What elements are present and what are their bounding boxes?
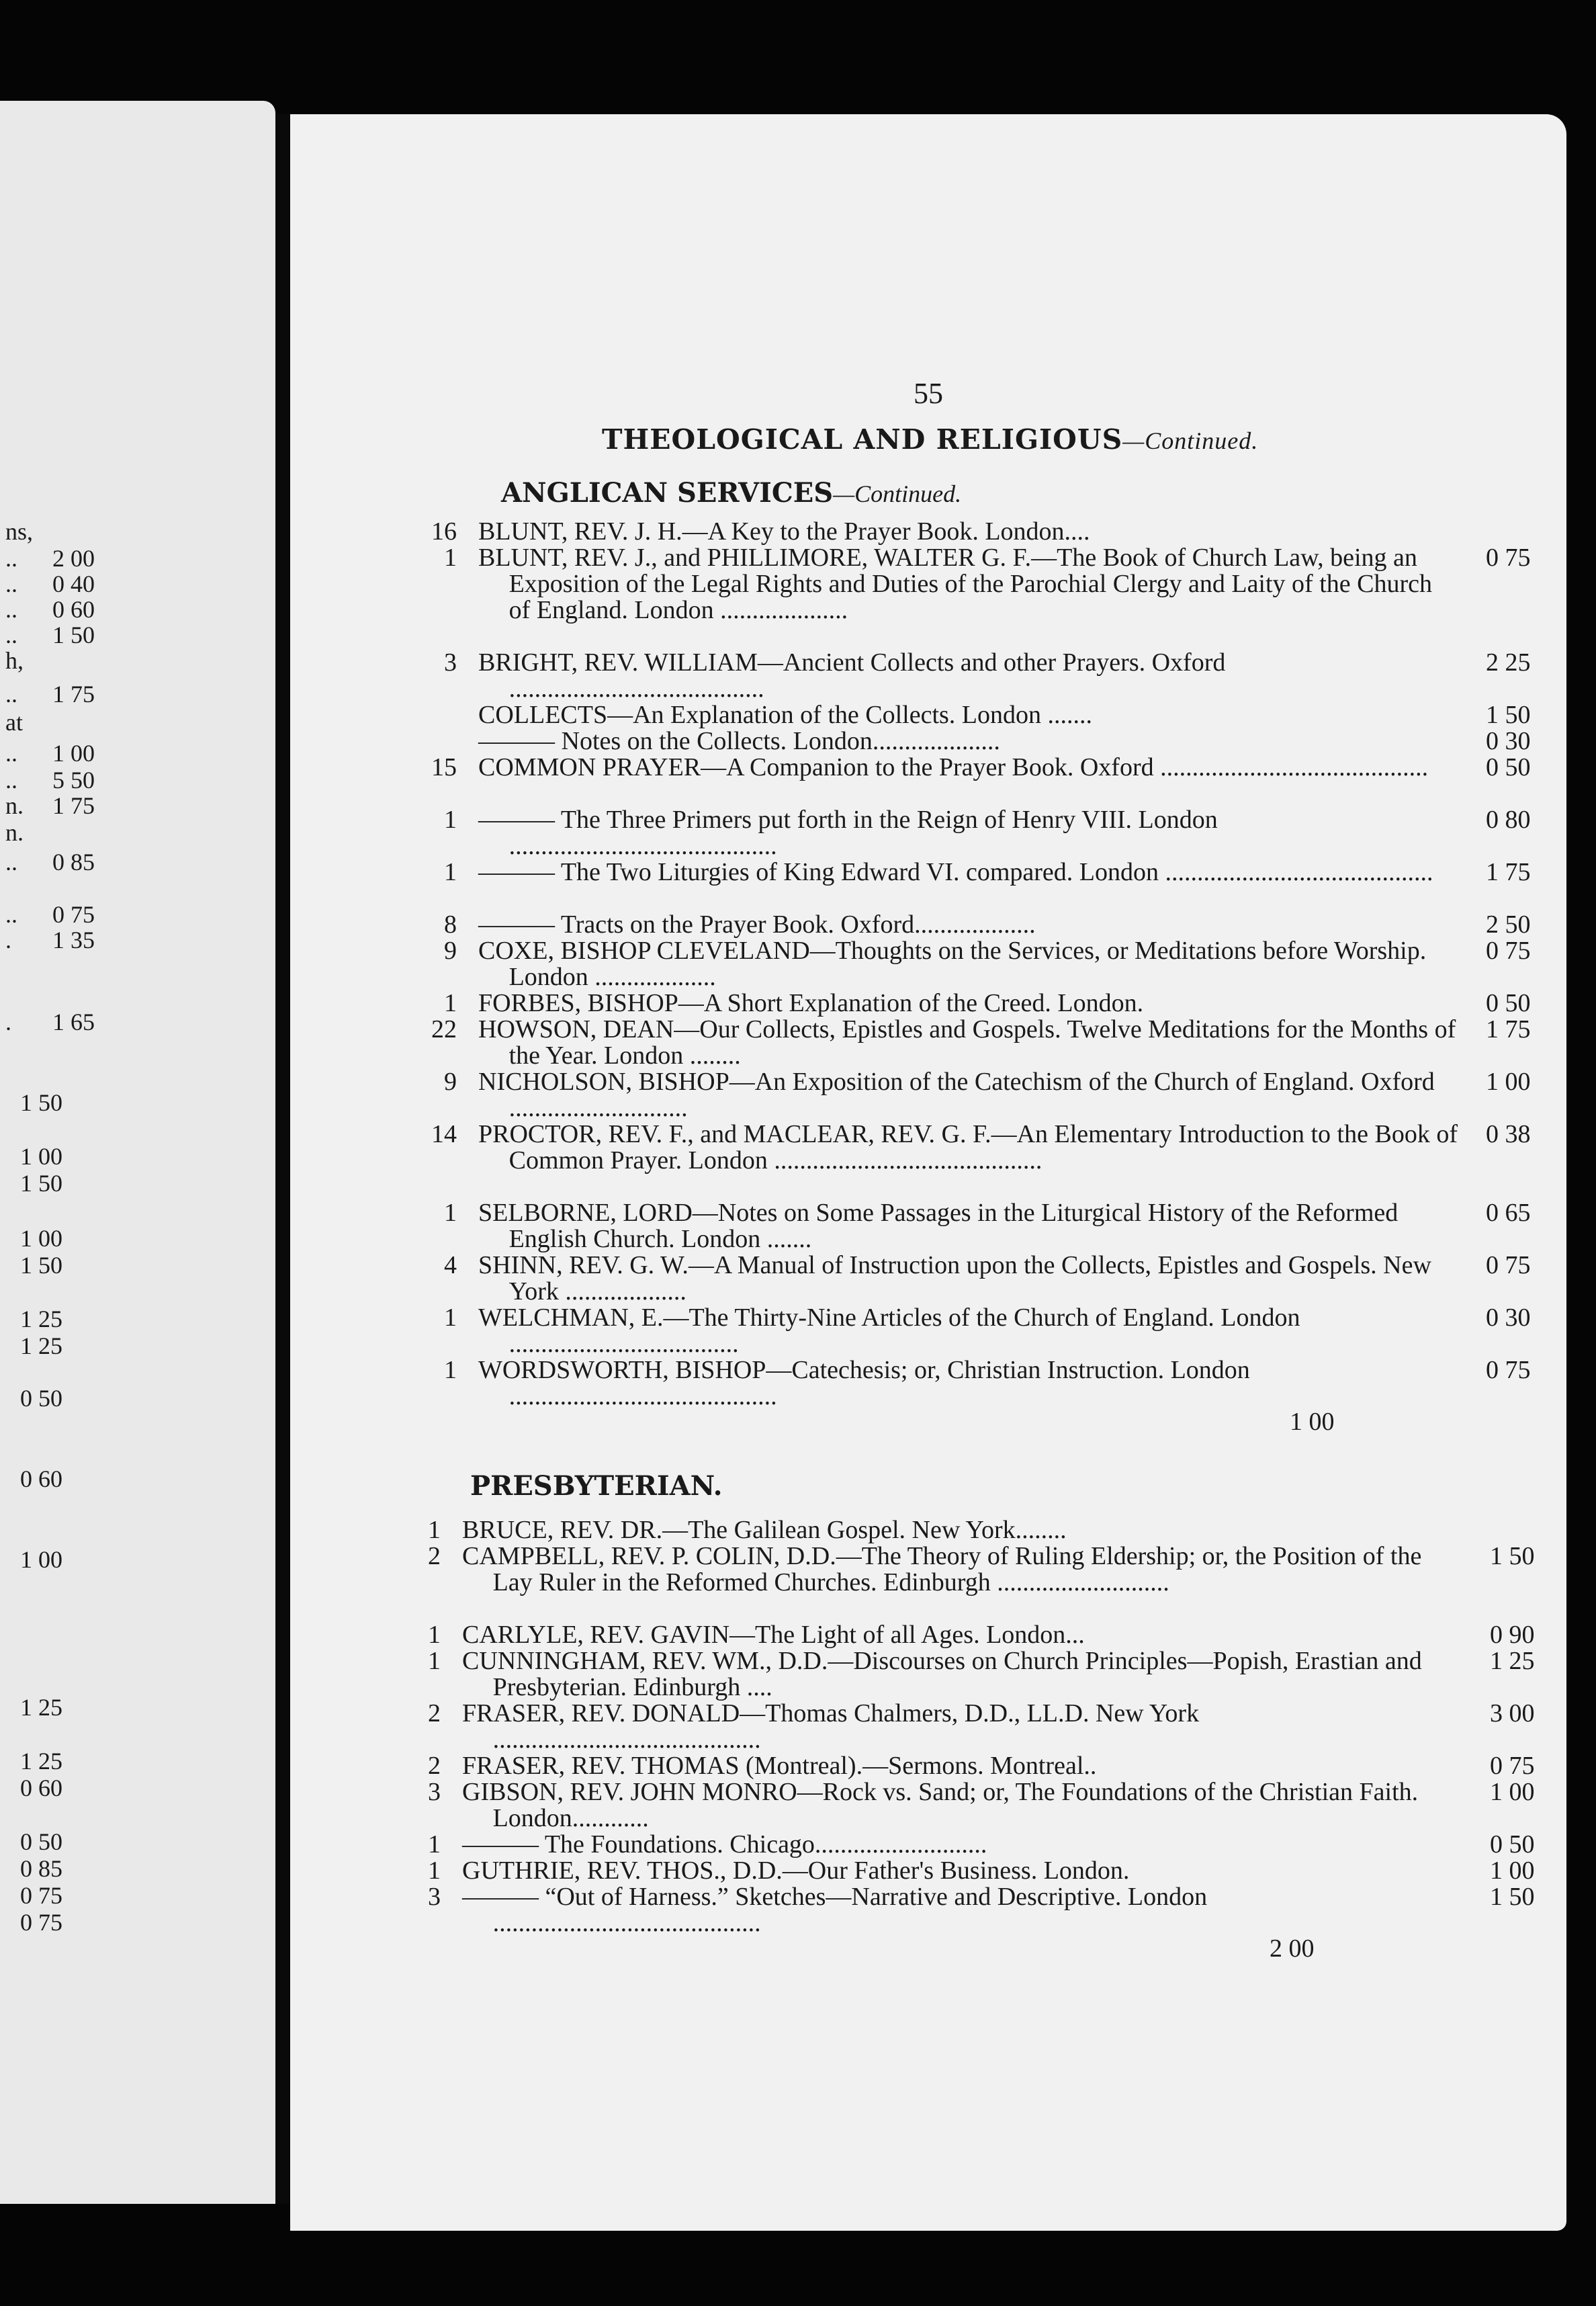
entry-quantity: 14 [431, 1120, 457, 1148]
entry-price: 1 50 [1490, 1542, 1535, 1570]
left-page-price: 1 00 [20, 1546, 62, 1573]
catalog-entry [428, 1778, 1535, 1832]
left-page-fragment: n. [5, 819, 24, 846]
left-page-price: 1 50 [52, 622, 95, 648]
entry-price: 0 90 [1490, 1621, 1535, 1649]
entry-description: WELCHMAN, E.—The Thirty-Nine Articles of the Church of England. London .................................... [478, 1304, 1300, 1358]
entry-quantity: 3 [428, 1883, 441, 1911]
catalog-entry [444, 806, 1531, 860]
left-page-price: 0 60 [20, 1465, 62, 1492]
left-page-fragment: n. [5, 792, 24, 819]
entry-quantity: 1 [444, 989, 457, 1017]
entry-quantity: 3 [428, 1778, 441, 1806]
entry-price: 0 38 [1486, 1120, 1531, 1148]
entry-price: 0 75 [1486, 1356, 1531, 1384]
entry-description: FRASER, REV. DONALD—Thomas Chalmers, D.D., LL.D. New York .......................................... [462, 1699, 1200, 1754]
entry-quantity: 16 [431, 517, 457, 546]
entry-quantity: 1 [428, 1647, 441, 1675]
left-page-price: 1 25 [20, 1332, 62, 1359]
left-page-price: 1 00 [52, 740, 95, 767]
catalog-entry [431, 1015, 1531, 1070]
entry-quantity: 9 [444, 1068, 457, 1096]
left-page-price: 1 00 [20, 1143, 62, 1170]
entry-description: FORBES, BISHOP—A Short Explanation of the Creed. London. [478, 989, 1144, 1017]
entry-price: 0 75 [1486, 544, 1531, 572]
entry-description: BLUNT, REV. J., and PHILLIMORE, WALTER G. F.—The Book of Church Law, being an Exposition of the Legal Rights and Duties of the Parochial Clergy and Laity of the Church of England. London .................... [478, 544, 1432, 624]
left-facing-page [0, 101, 275, 2204]
entry-description: COXE, BISHOP CLEVELAND—Thoughts on the Services, or Meditations before Worship. London ................... [478, 937, 1427, 991]
left-page-fragment: .. [5, 570, 17, 597]
entry-quantity: 2 [428, 1699, 441, 1727]
left-page-price: 0 75 [52, 901, 95, 928]
entry-description: BRUCE, REV. DR.—The Galilean Gospel. New York........ [462, 1516, 1067, 1544]
left-page-price: 1 75 [52, 792, 95, 819]
entry-price: 0 30 [1486, 1304, 1531, 1332]
left-page-price: 0 75 [20, 1909, 62, 1936]
entry-description: CUNNINGHAM, REV. WM., D.D.—Discourses on Church Principles—Popish, Erastian and Presbyterian. Edinburgh .... [462, 1647, 1422, 1701]
left-page-price: 2 00 [52, 545, 95, 572]
catalog-entry [431, 517, 1459, 546]
entry-price: 1 50 [1486, 701, 1531, 729]
entry-description: SELBORNE, LORD—Notes on Some Passages in the Liturgical History of the Reformed English Church. London ....... [478, 1199, 1399, 1253]
left-page-price: 1 75 [52, 681, 95, 708]
left-page-fragment: h, [5, 647, 24, 674]
left-page-price: 0 85 [52, 849, 95, 876]
entry-quantity: 1 [428, 1830, 441, 1859]
entry-price: 0 30 [1486, 727, 1531, 755]
entry-description: SHINN, REV. G. W.—A Manual of Instruction upon the Collects, Epistles and Gospels. New York ................... [478, 1251, 1431, 1306]
left-page-price: 1 35 [52, 927, 95, 953]
entry-description: COMMON PRAYER—A Companion to the Prayer Book. Oxford .......................................... [478, 753, 1429, 781]
entry-price: 1 00 [1486, 1068, 1531, 1096]
catalog-entry [444, 1304, 1531, 1358]
catalog-entry [428, 1830, 1535, 1859]
entry-quantity: 1 [428, 1621, 441, 1649]
entry-quantity: 1 [428, 1856, 441, 1885]
entry-description: ——— The Foundations. Chicago........................... [462, 1830, 987, 1859]
running-head-title: THEOLOGICAL AND RELIGIOUS [602, 423, 1123, 456]
entry-price: 0 75 [1486, 1251, 1531, 1279]
left-page-price: 0 50 [20, 1385, 62, 1412]
catalog-entry [428, 1699, 1535, 1754]
left-page-fragment: .. [5, 740, 17, 767]
entry-quantity: 1 [444, 806, 457, 834]
left-page-price: 1 00 [20, 1225, 62, 1252]
left-page-price: 0 40 [52, 570, 95, 597]
page-number: 55 [914, 377, 943, 410]
entry-description: ——— “Out of Harness.” Sketches—Narrative and Descriptive. London .......................................... [462, 1883, 1208, 1937]
catalog-entry [478, 701, 1531, 729]
entry-quantity: 15 [431, 753, 457, 781]
trailing-price: 2 00 [1270, 1934, 1315, 1963]
entry-description: NICHOLSON, BISHOP—An Exposition of the Catechism of the Church of England. Oxford ............................ [478, 1068, 1435, 1122]
left-page-fragment: .. [5, 545, 17, 572]
entry-description: GIBSON, REV. JOHN MONRO—Rock vs. Sand; or, The Foundations of the Christian Faith. London............ [462, 1778, 1419, 1832]
entry-quantity: 1 [444, 544, 457, 572]
running-head-suffix: —Continued. [1122, 427, 1259, 454]
left-page-price: 1 25 [20, 1748, 62, 1775]
left-page-fragment: ns, [5, 518, 34, 545]
catalog-entry [428, 1752, 1535, 1780]
entry-quantity: 2 [428, 1752, 441, 1780]
catalog-entry [431, 1120, 1531, 1175]
left-page-fragment: .. [5, 849, 17, 876]
catalog-entry [428, 1647, 1535, 1701]
entry-price: 0 80 [1486, 806, 1531, 834]
catalog-entry [444, 1068, 1531, 1122]
entry-price: 1 75 [1486, 1015, 1531, 1043]
section-heading [470, 1470, 723, 1502]
entry-quantity: 2 [428, 1542, 441, 1570]
left-page-price: 0 75 [20, 1882, 62, 1909]
entry-price: 1 00 [1490, 1856, 1535, 1885]
entry-description: HOWSON, DEAN—Our Collects, Epistles and Gospels. Twelve Meditations for the Months of the Year. London ........ [478, 1015, 1456, 1070]
entry-price: 1 00 [1490, 1778, 1535, 1806]
entry-price: 2 50 [1486, 910, 1531, 939]
catalog-entry [444, 648, 1531, 703]
entry-description: CAMPBELL, REV. P. COLIN, D.D.—The Theory of Ruling Eldership; or, the Position of the Lay Ruler in the Reformed Churches. Edinburgh ........................... [462, 1542, 1422, 1596]
catalog-entry [431, 753, 1531, 781]
entry-price: 0 50 [1486, 753, 1531, 781]
entry-description: FRASER, REV. THOMAS (Montreal).—Sermons. Montreal.. [462, 1752, 1097, 1780]
left-page-price: 1 25 [20, 1306, 62, 1332]
catalog-entry [428, 1516, 1423, 1544]
entry-price: 1 75 [1486, 858, 1531, 886]
left-page-price: 1 50 [20, 1089, 62, 1116]
left-page-price: 0 50 [20, 1828, 62, 1855]
entry-quantity: 8 [444, 910, 457, 939]
entry-quantity: 1 [444, 858, 457, 886]
left-page-price: 1 65 [52, 1009, 95, 1035]
entry-description: ——— The Three Primers put forth in the Reign of Henry VIII. London .......................................... [478, 806, 1218, 860]
entry-description: GUTHRIE, REV. THOS., D.D.—Our Father's Business. London. [462, 1856, 1130, 1885]
entry-description: BLUNT, REV. J. H.—A Key to the Prayer Book. London.... [478, 517, 1090, 546]
entry-quantity: 1 [444, 1304, 457, 1332]
entry-quantity: 1 [428, 1516, 441, 1544]
catalog-entry [444, 1199, 1531, 1253]
trailing-price: 1 00 [1290, 1408, 1335, 1436]
left-page-fragment: . [5, 927, 11, 953]
left-page-fragment: .. [5, 767, 17, 794]
entry-price: 0 75 [1490, 1752, 1535, 1780]
left-page-price: 1 25 [20, 1694, 62, 1721]
catalog-entry [428, 1542, 1535, 1596]
entry-price: 1 50 [1490, 1883, 1535, 1911]
entry-quantity: 1 [444, 1199, 457, 1227]
left-page-fragment: .. [5, 622, 17, 648]
entry-description: BRIGHT, REV. WILLIAM—Ancient Collects and other Prayers. Oxford ........................................ [478, 648, 1226, 703]
catalog-entry [428, 1621, 1535, 1649]
section-title: PRESBYTERIAN. [470, 1470, 723, 1502]
entry-quantity: 1 [444, 1356, 457, 1384]
catalog-entry [444, 544, 1531, 624]
entry-price: 1 25 [1490, 1647, 1535, 1675]
entry-description: WORDSWORTH, BISHOP—Catechesis; or, Christian Instruction. London .......................................... [478, 1356, 1250, 1410]
left-page-fragment: at [5, 709, 23, 736]
entry-description: ——— Tracts on the Prayer Book. Oxford................... [478, 910, 1036, 939]
entry-description: COLLECTS—An Explanation of the Collects. London ....... [478, 701, 1093, 729]
entry-quantity: 4 [444, 1251, 457, 1279]
left-page-fragment: .. [5, 681, 17, 708]
entry-description: CARLYLE, REV. GAVIN—The Light of all Ages. London... [462, 1621, 1085, 1649]
entry-price: 3 00 [1490, 1699, 1535, 1727]
entry-description: PROCTOR, REV. F., and MACLEAR, REV. G. F.—An Elementary Introduction to the Book of Common Prayer. London .......................................... [478, 1120, 1458, 1175]
left-page-price: 1 50 [20, 1170, 62, 1197]
catalog-entry [428, 1883, 1535, 1937]
entry-price: 0 50 [1490, 1830, 1535, 1859]
left-page-price: 1 50 [20, 1252, 62, 1279]
left-page-price: 5 50 [52, 767, 95, 794]
left-page-price: 0 60 [20, 1775, 62, 1801]
catalog-entry [444, 937, 1531, 991]
entry-description: ——— The Two Liturgies of King Edward VI. compared. London .......................................... [478, 858, 1433, 886]
book-gutter [275, 114, 290, 2204]
left-page-fragment: .. [5, 596, 17, 623]
section-title: ANGLICAN SERVICES [501, 477, 834, 509]
section-title-suffix: —Continued. [833, 480, 962, 507]
entry-price: 0 50 [1486, 989, 1531, 1017]
entry-quantity: 9 [444, 937, 457, 965]
catalog-entry [444, 858, 1531, 886]
left-page-fragment: . [5, 1009, 11, 1035]
catalog-entry [428, 1856, 1535, 1885]
entry-price: 0 75 [1486, 937, 1531, 965]
entry-description: ——— Notes on the Collects. London.................... [478, 727, 1000, 755]
catalog-entry [478, 727, 1531, 755]
catalog-entry [444, 910, 1531, 939]
catalog-page [290, 114, 1566, 2231]
entry-quantity: 3 [444, 648, 457, 677]
left-page-price: 0 60 [52, 596, 95, 623]
catalog-entry [444, 1356, 1531, 1410]
entry-quantity: 22 [431, 1015, 457, 1043]
catalog-entry [444, 1251, 1531, 1306]
left-page-fragment: .. [5, 901, 17, 928]
catalog-entry [444, 989, 1531, 1017]
running-head [602, 423, 1258, 456]
entry-price: 0 65 [1486, 1199, 1531, 1227]
entry-price: 2 25 [1486, 648, 1531, 677]
left-page-price: 0 85 [20, 1855, 62, 1882]
section-heading [501, 477, 961, 509]
